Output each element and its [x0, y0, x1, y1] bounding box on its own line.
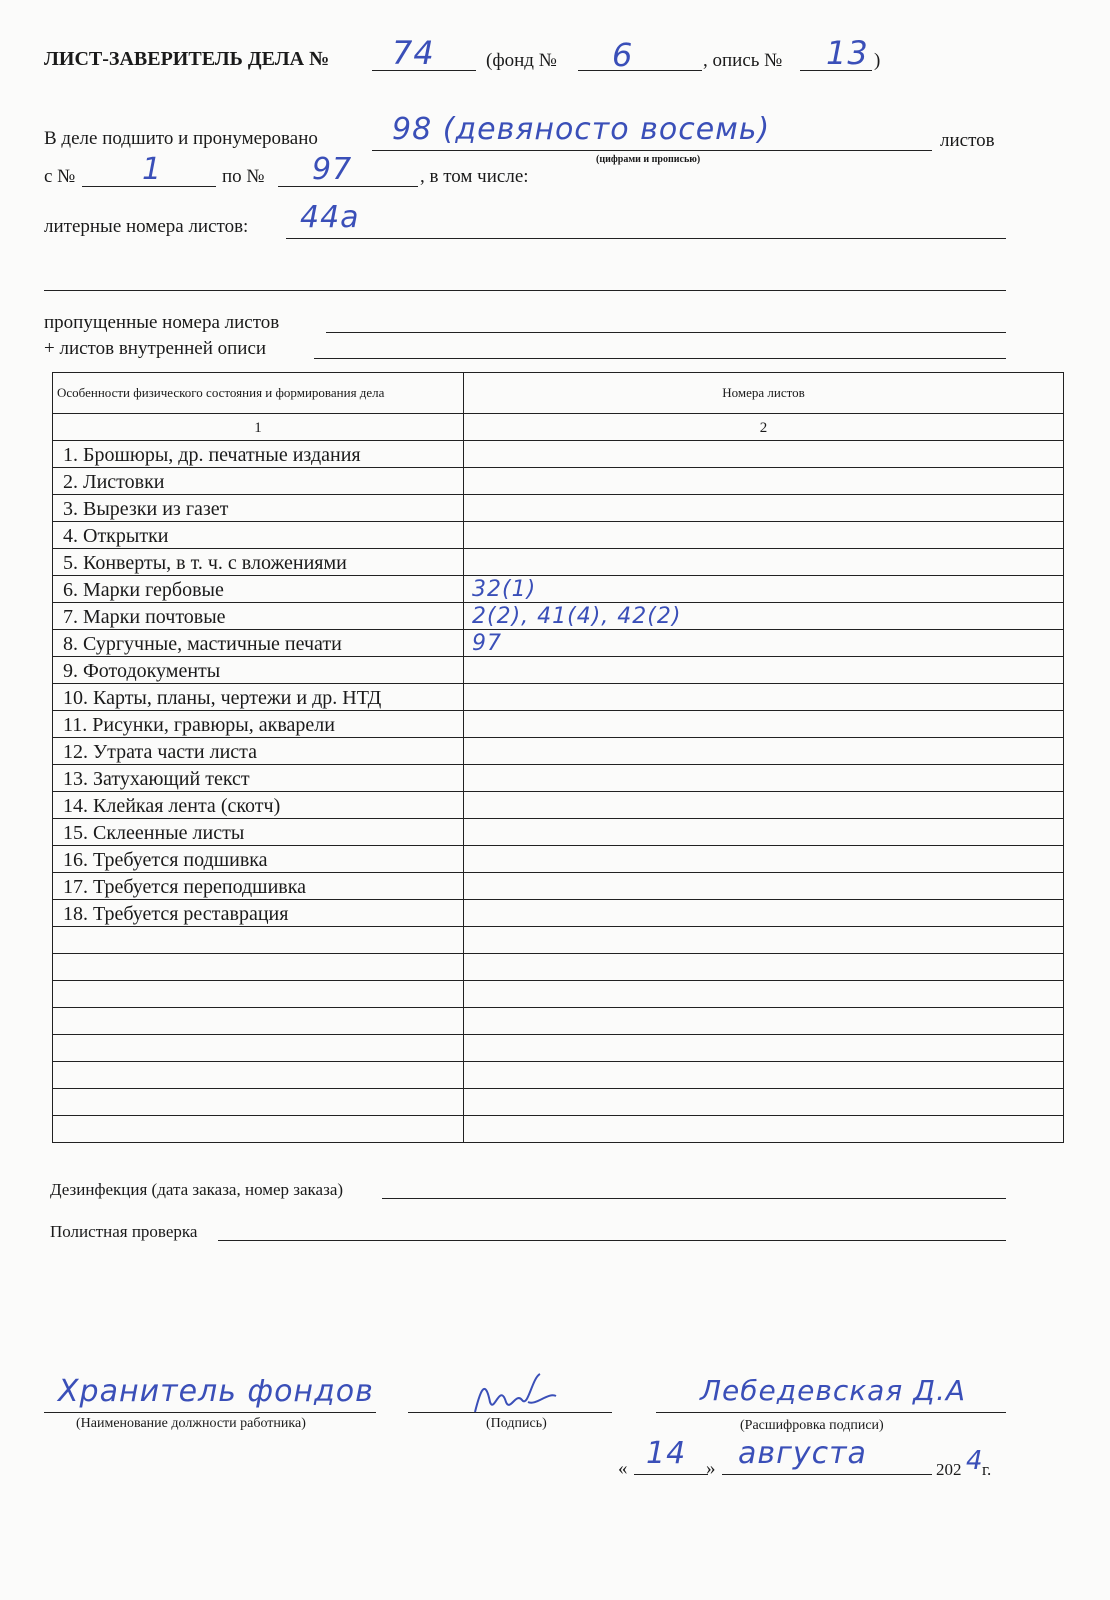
sheets-count-hint: (цифрами и прописью) — [596, 154, 701, 165]
sheets-label: В деле подшито и пронумеровано — [44, 128, 318, 149]
date-day[interactable]: 14 — [646, 1436, 687, 1471]
row-value-empty[interactable] — [464, 1008, 1064, 1035]
table-row-empty — [53, 981, 1064, 1008]
table-row — [53, 657, 1064, 684]
date-year-suffix: г. — [982, 1460, 992, 1479]
fond-label: (фонд № — [486, 50, 557, 71]
signature-mark[interactable] — [470, 1372, 560, 1422]
row-label: 2. Листовки — [53, 468, 464, 495]
row-label: 16. Требуется подшивка — [53, 846, 464, 873]
from-value[interactable]: 1 — [142, 152, 163, 187]
table-row — [53, 792, 1064, 819]
month-line — [722, 1474, 932, 1475]
row-value-empty[interactable] — [464, 927, 1064, 954]
row-value-cell[interactable] — [464, 711, 1064, 738]
literal-value[interactable]: 44а — [300, 200, 360, 235]
row-value-cell[interactable] — [464, 765, 1064, 792]
table-row-empty — [53, 927, 1064, 954]
row-label: 14. Клейкая лента (скотч) — [53, 792, 464, 819]
row-value-empty[interactable] — [464, 1116, 1064, 1143]
to-label: по № — [222, 166, 265, 187]
row-value[interactable]: 97 — [472, 631, 502, 656]
position-hint: (Наименование должности работника) — [76, 1416, 306, 1431]
date-year-digit[interactable]: 4 — [966, 1446, 984, 1476]
row-label: 7. Марки почтовые — [53, 603, 464, 630]
missing-label: пропущенные номера листов — [44, 312, 280, 333]
row-value-cell[interactable] — [464, 873, 1064, 900]
table-row — [53, 441, 1064, 468]
row-label: 9. Фотодокументы — [53, 657, 464, 684]
row-value-cell[interactable] — [464, 657, 1064, 684]
disinfection-line[interactable] — [382, 1198, 1006, 1199]
table-row — [53, 819, 1064, 846]
disinfection-label: Дезинфекция (дата заказа, номер заказа) — [50, 1180, 344, 1199]
day-line — [634, 1474, 708, 1475]
row-value-cell[interactable] — [464, 468, 1064, 495]
to-value[interactable]: 97 — [312, 152, 353, 187]
date-month[interactable]: августа — [738, 1436, 867, 1471]
table-row-empty — [53, 954, 1064, 981]
row-label: 4. Открытки — [53, 522, 464, 549]
row-value[interactable]: 2(2), 41(4), 42(2) — [472, 604, 682, 629]
row-value-empty[interactable] — [464, 981, 1064, 1008]
row-label: 17. Требуется переподшивка — [53, 873, 464, 900]
row-value-cell[interactable] — [464, 495, 1064, 522]
row-value-empty[interactable] — [464, 954, 1064, 981]
row-label-empty — [53, 981, 464, 1008]
close-paren: ) — [874, 50, 881, 71]
sheets-count-line — [372, 150, 932, 151]
row-value-cell[interactable] — [464, 900, 1064, 927]
check-label: Полистная проверка — [50, 1222, 198, 1241]
row-value-cell[interactable] — [464, 846, 1064, 873]
table-row — [53, 900, 1064, 927]
table-row — [53, 630, 1064, 657]
inner-label: + листов внутренней описи — [44, 338, 267, 359]
row-label-empty — [53, 954, 464, 981]
table-row — [53, 495, 1064, 522]
row-value-cell[interactable] — [464, 441, 1064, 468]
table-row — [53, 684, 1064, 711]
table-row-empty — [53, 1116, 1064, 1143]
position-line — [44, 1412, 376, 1413]
table-row — [53, 468, 1064, 495]
row-label: 6. Марки гербовые — [53, 576, 464, 603]
row-label-empty — [53, 1116, 464, 1143]
table-row — [53, 603, 1064, 630]
row-value-cell[interactable] — [464, 549, 1064, 576]
row-label: 12. Утрата части листа — [53, 738, 464, 765]
table-row-empty — [53, 1089, 1064, 1116]
row-value-empty[interactable] — [464, 1089, 1064, 1116]
row-value[interactable]: 32(1) — [472, 577, 537, 602]
table-row — [53, 522, 1064, 549]
case-no-value[interactable]: 74 — [392, 34, 435, 72]
date-year-prefix: 202 — [936, 1460, 962, 1479]
row-label: 18. Требуется реставрация — [53, 900, 464, 927]
physical-state-table — [52, 372, 1064, 1143]
row-value-cell[interactable] — [464, 522, 1064, 549]
table-row — [53, 873, 1064, 900]
form-title: ЛИСТ-ЗАВЕРИТЕЛЬ ДЕЛА № — [44, 48, 330, 70]
name-value[interactable]: Лебедевская Д.А — [700, 1374, 967, 1407]
row-label: 10. Карты, планы, чертежи и др. НТД — [53, 684, 464, 711]
name-line — [656, 1412, 1006, 1413]
table-row — [53, 765, 1064, 792]
row-label-empty — [53, 1035, 464, 1062]
table-row — [53, 549, 1064, 576]
row-label: 11. Рисунки, гравюры, акварели — [53, 711, 464, 738]
table-row-empty — [53, 1008, 1064, 1035]
table-row — [53, 576, 1064, 603]
row-value-empty[interactable] — [464, 1062, 1064, 1089]
opis-value[interactable]: 13 — [826, 34, 869, 72]
from-label: с № — [44, 166, 76, 187]
row-label: 15. Склеенные листы — [53, 819, 464, 846]
col1-number: 1 — [53, 414, 464, 441]
col2-header: Номера листов — [464, 373, 1064, 414]
sheets-count-value[interactable]: 98 (девяносто восемь) — [392, 112, 771, 147]
literal-line — [286, 238, 1006, 239]
opis-label: , опись № — [703, 50, 783, 71]
including-label: , в том числе: — [420, 166, 529, 187]
table-row — [53, 846, 1064, 873]
signature-hint: (Подпись) — [486, 1416, 547, 1431]
row-label-empty — [53, 1089, 464, 1116]
row-label: 1. Брошюры, др. печатные издания — [53, 441, 464, 468]
table-row — [53, 711, 1064, 738]
row-value-cell[interactable] — [464, 792, 1064, 819]
row-value-cell[interactable] — [464, 630, 1064, 657]
col2-number: 2 — [464, 414, 1064, 441]
row-label: 3. Вырезки из газет — [53, 495, 464, 522]
literal-label: литерные номера листов: — [44, 216, 249, 237]
position-value[interactable]: Хранитель фондов — [58, 1374, 374, 1409]
col1-header: Особенности физического состояния и формирования дела — [53, 373, 464, 414]
missing-line[interactable] — [326, 332, 1006, 333]
date-open: « — [618, 1458, 628, 1479]
row-value-cell[interactable] — [464, 819, 1064, 846]
row-value-empty[interactable] — [464, 1035, 1064, 1062]
check-line[interactable] — [218, 1240, 1006, 1241]
sheets-unit: листов — [940, 130, 995, 151]
row-label-empty — [53, 1062, 464, 1089]
inner-line[interactable] — [314, 358, 1006, 359]
row-label-empty — [53, 1008, 464, 1035]
row-label-empty — [53, 927, 464, 954]
fond-line — [578, 70, 702, 71]
row-value-cell[interactable] — [464, 738, 1064, 765]
row-value-cell[interactable] — [464, 684, 1064, 711]
table-row-empty — [53, 1035, 1064, 1062]
name-hint: (Расшифровка подписи) — [740, 1418, 884, 1433]
row-value-cell[interactable] — [464, 603, 1064, 630]
row-label: 8. Сургучные, мастичные печати — [53, 630, 464, 657]
row-label: 13. Затухающий текст — [53, 765, 464, 792]
row-value-cell[interactable] — [464, 576, 1064, 603]
date-mid: » — [706, 1458, 716, 1479]
table-row — [53, 738, 1064, 765]
fond-value[interactable]: 6 — [612, 36, 634, 74]
row-label: 5. Конверты, в т. ч. с вложениями — [53, 549, 464, 576]
table-row-empty — [53, 1062, 1064, 1089]
literal-line-2 — [44, 290, 1006, 291]
